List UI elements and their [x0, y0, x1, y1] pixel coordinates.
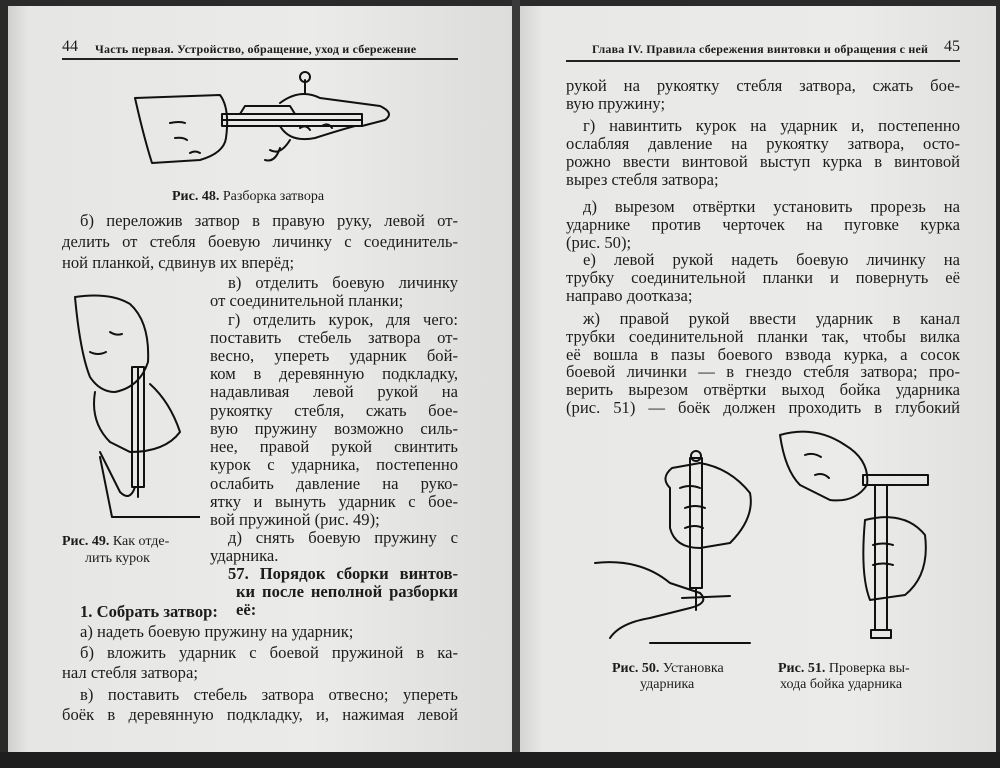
section-heading-line: ки после неполной разборки её:	[236, 582, 458, 619]
body-text-line: ятку и вынуть ударник с бое-	[210, 492, 458, 511]
body-text-line: от соединительной планки;	[210, 291, 404, 310]
running-head-right: Глава IV. Правила сбережения винтовки и обращения с ней	[592, 42, 929, 56]
body-text-line: в) поставить стебель затвора отвесно; упереть	[80, 685, 458, 704]
figure-48-text: Разборка затвора	[222, 189, 325, 204]
figure-50-caption-line2: ударника	[640, 677, 695, 692]
body-text-line: д) снять боевую пружину с	[228, 528, 458, 547]
scan-edge	[0, 752, 1000, 768]
figure-50-caption	[612, 660, 724, 677]
body-text-line: рукой на рукоятку стебля затвора, сжать бое-	[566, 76, 960, 95]
figure-51-text: Проверка вы-	[828, 661, 910, 676]
body-text-line: курок с ударника, постепенно	[210, 455, 458, 474]
body-text-line: ударнике против черточек на пуговке курка	[566, 215, 960, 234]
page-number-right: 45	[944, 38, 960, 55]
running-head-left: Часть первая. Устройство, обращение, уход и сбережение	[95, 42, 417, 56]
body-text-line: б) вложить ударник с боевой пружиной в ка-	[80, 643, 458, 662]
figure-49-text: Как отде-	[112, 534, 170, 549]
figure-48-illustration	[130, 68, 400, 180]
body-text-line: ной планкой, сдвинув их вперёд;	[62, 253, 295, 272]
body-text-line: рукоятку стебля, сжать бое-	[210, 401, 458, 420]
figure-51-caption	[778, 660, 910, 677]
body-text-line: её вошла в пазы боевого взвода курка, а сосок	[566, 345, 960, 364]
body-text-line: ж) правой рукой ввести ударник в канал	[583, 309, 960, 328]
header-rule-left	[62, 58, 458, 60]
body-text-line: ком в деревянную подкладку,	[210, 364, 458, 383]
body-text-line: верить вырезом отвёртки выход бойка ударника	[566, 380, 960, 399]
figure-49-illustration	[70, 292, 200, 528]
body-text-line: трубки соединительной планки так, чтобы вилка	[566, 327, 960, 346]
body-text-line: рожно ввести винтовой выступ курка в винтовой	[566, 152, 960, 171]
figure-51-label: Рис. 51.	[778, 661, 826, 676]
figure-51-caption-line2: хода бойка ударника	[780, 677, 903, 692]
body-text-line: весно, упереть ударник бой-	[210, 346, 458, 365]
body-text-line: нее, правой рукой свинтить	[210, 437, 458, 456]
body-text-line: д) вырезом отвёртки установить прорезь на	[583, 197, 960, 216]
figure-49-label: Рис. 49.	[62, 534, 110, 549]
body-text-line: вую пружину возможно силь-	[210, 419, 458, 438]
body-text-line: е) левой рукой надеть боевую личинку на	[583, 250, 960, 269]
body-text-line: трубку соединительной планки и повернуть её	[566, 268, 960, 287]
body-text-line: направо доотказа;	[566, 286, 693, 305]
body-text-line: боёк в деревянную подкладку, и, нажимая левой	[62, 705, 458, 724]
body-text-line: надавливая левой рукой на	[210, 382, 458, 401]
body-text-line: (рис. 51) — боёк должен проходить в глубокий	[566, 398, 960, 417]
page-number-left: 44	[62, 38, 78, 55]
body-text-line: г) навинтить курок на ударник и, постепенно	[583, 116, 960, 135]
book-gutter	[512, 0, 520, 768]
body-text-line: вую пружину;	[566, 94, 666, 113]
body-text-line: делить от стебля боевую личинку с соединитель-	[62, 232, 458, 251]
figure-50-text: Установка	[662, 661, 724, 676]
section-heading-line: 57. Порядок сборки винтов-	[228, 564, 458, 583]
figure-49-caption	[62, 533, 169, 550]
figure-48-caption	[172, 188, 324, 205]
body-text-line: а) надеть боевую пружину на ударник;	[80, 622, 354, 641]
figure-48-label: Рис. 48.	[172, 189, 220, 204]
figure-49-caption-line2: лить курок	[85, 551, 150, 566]
body-text-line: в) отделить боевую личинку	[228, 273, 458, 292]
body-text-line: ударника.	[210, 546, 279, 565]
figure-50-label: Рис. 50.	[612, 661, 660, 676]
body-text-line: г) отделить курок, для чего:	[228, 310, 458, 329]
body-text-line: ослабляя давление на рукоятку затвора, осто-	[566, 134, 960, 153]
figure-50-illustration	[590, 448, 760, 648]
body-text-line: нал стебля затвора;	[62, 663, 198, 682]
section-heading-line: 1. Собрать затвор:	[80, 602, 218, 621]
body-text-line: ослабить давление на руко-	[210, 474, 458, 493]
figure-51-illustration	[775, 425, 935, 647]
body-text-line: вой пружиной (рис. 49);	[210, 510, 380, 529]
body-text-line: (рис. 50);	[566, 233, 632, 252]
body-text-line: боевой личинки — в гнездо стебля затвора; про-	[566, 362, 960, 381]
header-rule-right	[566, 60, 960, 62]
body-text-line: вырез стебля затвора;	[566, 170, 719, 189]
body-text-line: поставить стебель затвора от-	[210, 328, 458, 347]
body-text-line: б) переложив затвор в правую руку, левой от-	[80, 211, 458, 230]
